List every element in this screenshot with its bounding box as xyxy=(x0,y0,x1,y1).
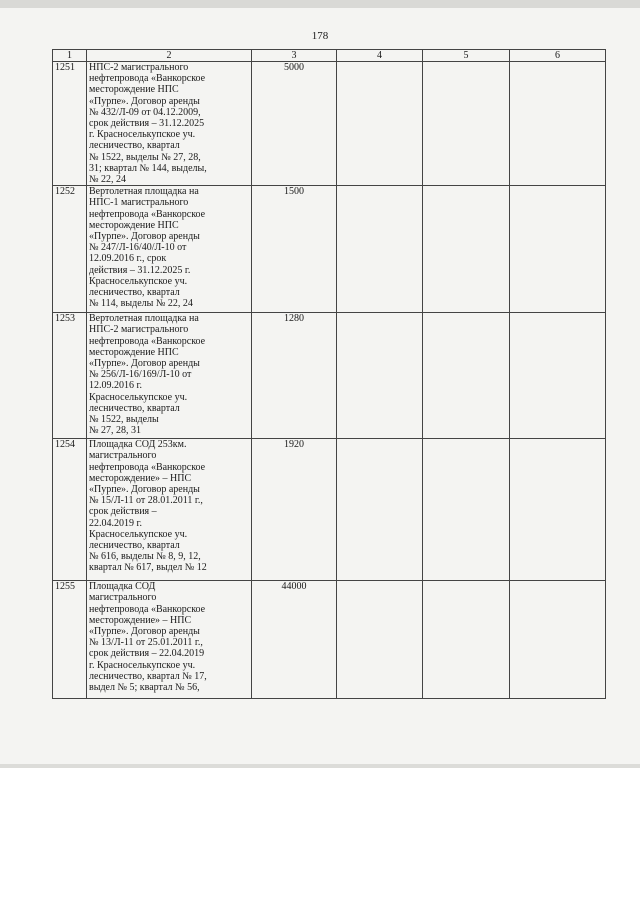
column-header: 3 xyxy=(252,50,337,62)
description-line: НПС-2 магистрального xyxy=(89,324,189,336)
description-line: г. Красноселькупское уч. xyxy=(89,659,196,671)
table-row xyxy=(53,581,606,699)
column-header: 5 xyxy=(423,50,510,62)
empty-cell xyxy=(423,313,510,439)
empty-cell xyxy=(337,186,423,313)
scan-top-edge xyxy=(0,0,640,8)
description-line: № 616, выделы № 8, 9, 12, xyxy=(89,551,201,563)
description-line: нефтепровода «Ванкорское xyxy=(89,208,206,220)
description-line: № 13/Л-11 от 25.01.2011 г., xyxy=(89,637,203,649)
description-line: «Пурпе». Договор аренды xyxy=(89,95,200,107)
area-value: 44000 xyxy=(252,581,337,699)
description-line: нефтепровода «Ванкорское xyxy=(89,73,206,85)
description-line: «Пурпе». Договор аренды xyxy=(89,626,200,638)
description-line: месторождение НПС xyxy=(89,84,179,96)
description-line: НПС-1 магистрального xyxy=(89,197,189,209)
description-line: 31; квартал № 144, выделы, xyxy=(89,162,207,174)
page-number: 178 xyxy=(311,30,329,42)
description-line: лесничество, квартал № 17, xyxy=(89,670,207,682)
empty-cell xyxy=(423,439,510,581)
column-header: 4 xyxy=(337,50,423,62)
empty-cell xyxy=(337,439,423,581)
description-line: нефтепровода «Ванкорское xyxy=(89,603,206,615)
description-line: № 256/Л-16/169/Л-10 от xyxy=(89,369,192,381)
description-line: Красноселькупское уч. xyxy=(89,528,188,540)
object-description xyxy=(87,186,252,313)
description-line: месторождение» – НПС xyxy=(89,614,192,626)
description-line: лесничество, квартал xyxy=(89,402,180,414)
description-line: магистрального xyxy=(89,592,157,604)
description-line: № 27, 28, 31 xyxy=(89,425,142,437)
area-value: 1280 xyxy=(252,313,337,439)
description-line: Площадка СОД xyxy=(89,581,156,593)
description-line: действия – 31.12.2025 г. xyxy=(89,264,191,276)
description-line: № 114, выделы № 22, 24 xyxy=(89,298,193,310)
empty-cell xyxy=(510,581,606,699)
description-line: квартал № 617, выдел № 12 xyxy=(89,562,207,574)
description-line: Вертолетная площадка на xyxy=(89,186,199,198)
object-description xyxy=(87,581,252,699)
column-header: 2 xyxy=(87,50,252,62)
description-line: срок действия – 31.12.2025 xyxy=(89,118,205,130)
description-line: Площадка СОД 253км. xyxy=(89,439,187,451)
description-line: № 1522, выделы № 27, 28, xyxy=(89,151,201,163)
column-header: 6 xyxy=(510,50,606,62)
table-row xyxy=(53,313,606,439)
empty-cell xyxy=(423,62,510,186)
description-line: срок действия – xyxy=(89,506,157,518)
description-line: № 1522, выделы xyxy=(89,414,159,426)
description-line: 12.09.2016 г., срок xyxy=(89,253,167,265)
description-line: № 15/Л-11 от 28.01.2011 г., xyxy=(89,495,203,507)
scan-bottom-edge xyxy=(0,764,640,768)
description-line: Красноселькупское уч. xyxy=(89,275,188,287)
description-line: «Пурпе». Договор аренды xyxy=(89,484,200,496)
object-description xyxy=(87,62,252,186)
description-line: Вертолетная площадка на xyxy=(89,313,199,325)
description-line: НПС-2 магистрального xyxy=(89,62,189,73)
empty-cell xyxy=(337,62,423,186)
description-line: лесничество, квартал xyxy=(89,287,180,299)
description-line: № 432/Л-09 от 04.12.2009, xyxy=(89,106,201,118)
area-value: 1500 xyxy=(252,186,337,313)
description-line: нефтепровода «Ванкорское xyxy=(89,335,206,347)
row-number: 1253 xyxy=(53,313,87,439)
row-number: 1251 xyxy=(53,62,87,186)
row-number: 1254 xyxy=(53,439,87,581)
description-line: месторождение НПС xyxy=(89,346,179,358)
empty-cell xyxy=(510,313,606,439)
description-line: срок действия – 22.04.2019 xyxy=(89,648,205,660)
column-header: 1 xyxy=(53,50,87,62)
area-value: 1920 xyxy=(252,439,337,581)
empty-cell xyxy=(510,62,606,186)
forest-lease-table xyxy=(52,49,606,699)
column-number-row xyxy=(53,50,606,62)
row-number: 1255 xyxy=(53,581,87,699)
description-line: 22.04.2019 г. xyxy=(89,517,142,529)
empty-cell xyxy=(510,186,606,313)
row-number: 1252 xyxy=(53,186,87,313)
description-line: лесничество, квартал xyxy=(89,140,180,152)
description-line: нефтепровода «Ванкорское xyxy=(89,461,206,473)
object-description xyxy=(87,439,252,581)
empty-cell xyxy=(337,313,423,439)
area-value: 5000 xyxy=(252,62,337,186)
description-line: Красноселькупское уч. xyxy=(89,391,188,403)
description-line: месторождение» – НПС xyxy=(89,472,192,484)
object-description xyxy=(87,313,252,439)
empty-cell xyxy=(337,581,423,699)
description-line: выдел № 5; квартал № 56, xyxy=(89,682,200,694)
description-line: лесничество, квартал xyxy=(89,540,180,552)
description-line: магистрального xyxy=(89,450,157,462)
table-row xyxy=(53,62,606,186)
table-body xyxy=(53,62,606,699)
description-line: «Пурпе». Договор аренды xyxy=(89,358,200,370)
table-row xyxy=(53,186,606,313)
empty-cell xyxy=(510,439,606,581)
description-line: № 22, 24 xyxy=(89,174,127,186)
description-line: месторождение НПС xyxy=(89,219,179,231)
description-line: «Пурпе». Договор аренды xyxy=(89,231,200,243)
description-line: г. Красноселькупское уч. xyxy=(89,129,196,141)
description-line: № 247/Л-16/40/Л-10 от xyxy=(89,242,187,254)
empty-cell xyxy=(423,581,510,699)
empty-cell xyxy=(423,186,510,313)
description-line: 12.09.2016 г. xyxy=(89,380,142,392)
table-row xyxy=(53,439,606,581)
